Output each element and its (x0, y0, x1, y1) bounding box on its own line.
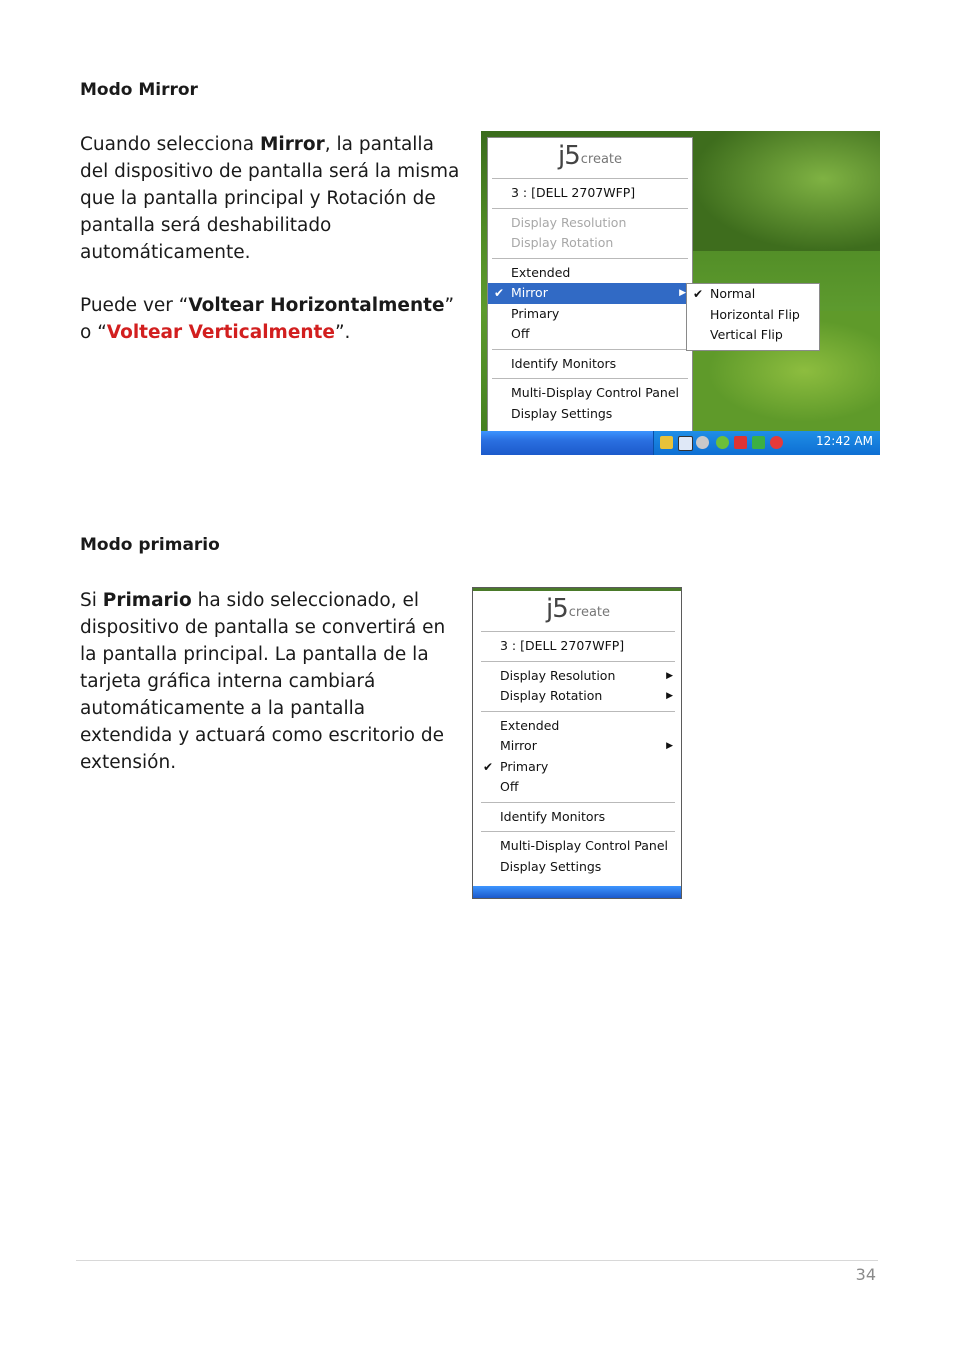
submenu-item-horizontal-flip[interactable]: Horizontal Flip (710, 306, 800, 322)
menu-item-off[interactable]: Off (500, 779, 519, 794)
section-heading-mirror: Modo Mirror (80, 80, 198, 100)
system-tray (653, 431, 880, 455)
text-run: Si (80, 590, 103, 611)
taskbar-clock: 12:42 AM (816, 434, 873, 448)
text-run: Cuando selecciona (80, 134, 260, 155)
page-number: 34 (855, 1265, 876, 1284)
menu-item-extended[interactable]: Extended (511, 264, 571, 280)
text-run: , la pantalla del dispositivo de pantalla será la misma que la pantalla principal y Rotación de pantalla será deshabilitado automáticamente. (80, 134, 460, 263)
menu-item-label: Display Rotation (500, 688, 603, 703)
menu-separator (481, 631, 675, 632)
menu-separator (481, 802, 675, 803)
menu-item-off[interactable]: Off (511, 326, 530, 341)
taskbar (473, 886, 682, 898)
mirror-paragraph (80, 131, 460, 266)
menu-item-control-panel[interactable]: Multi-Display Control Panel (500, 838, 668, 853)
menu-item-label: Mirror (511, 285, 548, 300)
menu-item-control-panel[interactable]: Multi-Display Control Panel (511, 385, 679, 400)
text-run-red: Voltear Verticalmente (106, 322, 335, 343)
tray-nvidia-icon[interactable] (752, 436, 765, 449)
submenu-arrow-icon: ▶ (666, 691, 673, 701)
submenu-item-vertical-flip[interactable]: Vertical Flip (710, 327, 783, 342)
logo-text: j5 (557, 141, 580, 171)
menu-item-display-rotation[interactable]: Display Rotation (511, 235, 614, 250)
menu-item-label: Primary (500, 758, 549, 774)
logo-subtext: create (568, 605, 611, 620)
menu-item-display-settings[interactable]: Display Settings (511, 405, 613, 421)
context-menu (477, 591, 679, 885)
menu-item-extended[interactable]: Extended (500, 717, 560, 733)
menu-separator (492, 208, 688, 209)
taskbar (481, 431, 880, 455)
menu-item-device[interactable]: 3 : [DELL 2707WFP] (511, 185, 636, 200)
mirror-submenu (686, 283, 820, 351)
submenu-item-normal[interactable] (687, 284, 819, 305)
menu-item-display-resolution[interactable]: Display Resolution (511, 214, 627, 230)
text-run-bold: Voltear Horizontalmente (188, 295, 445, 316)
menu-separator (492, 378, 688, 379)
check-icon: ✔ (483, 759, 494, 774)
text-run: ” o “ (80, 295, 455, 343)
text-run-bold: Mirror (259, 134, 325, 155)
menu-item-mirror[interactable] (477, 736, 679, 757)
menu-separator (492, 349, 688, 350)
menu-item-mirror[interactable] (488, 283, 692, 304)
text-run-bold: Primario (102, 590, 192, 611)
menu-item-display-resolution[interactable] (477, 666, 679, 687)
menu-item-label: Display Resolution (500, 667, 616, 683)
check-icon: ✔ (494, 286, 505, 300)
tray-disc-icon[interactable] (696, 436, 709, 449)
text-run: ”. (334, 322, 351, 343)
context-menu (487, 137, 693, 433)
menu-item-device[interactable]: 3 : [DELL 2707WFP] (500, 638, 625, 653)
tray-network-icon[interactable] (716, 436, 729, 449)
menu-item-display-settings[interactable]: Display Settings (500, 858, 602, 874)
primary-mode-screenshot (472, 587, 682, 899)
footer-rule (76, 1260, 878, 1261)
j5create-logo (488, 138, 692, 174)
menu-item-primary[interactable] (477, 757, 679, 778)
menu-separator (492, 258, 688, 259)
submenu-arrow-icon: ▶ (679, 288, 686, 298)
menu-item-label: Mirror (500, 738, 537, 753)
desktop-wallpaper (691, 131, 880, 251)
check-icon: ✔ (693, 287, 704, 301)
menu-item-label: Normal (710, 286, 756, 301)
menu-item-identify-monitors[interactable]: Identify Monitors (500, 808, 606, 824)
security-shield-icon[interactable] (770, 436, 783, 449)
menu-separator (481, 831, 675, 832)
menu-separator (481, 711, 675, 712)
mirror-mode-screenshot (481, 131, 880, 455)
tray-monitor-icon[interactable] (678, 436, 693, 451)
menu-separator (481, 661, 675, 662)
text-run: ha sido seleccionado, el dispositivo de pantalla se convertirá en la pantalla principal. La pantalla de la tarjeta gráfica interna cambiará automáticamente a la pantalla extendida y actuará como escritorio de extensión. (80, 590, 446, 773)
submenu-arrow-icon: ▶ (666, 741, 673, 751)
logo-subtext: create (580, 152, 623, 167)
logo-text: j5 (545, 594, 568, 624)
tray-app-icon[interactable] (660, 436, 673, 449)
menu-item-identify-monitors[interactable]: Identify Monitors (511, 355, 617, 371)
primary-paragraph (80, 587, 462, 776)
flip-paragraph (80, 292, 460, 346)
submenu-arrow-icon: ▶ (666, 670, 673, 681)
j5create-logo (477, 591, 679, 627)
menu-item-display-rotation[interactable] (477, 686, 679, 707)
menu-separator (492, 178, 688, 179)
speaker-icon[interactable] (734, 436, 747, 449)
menu-item-primary[interactable]: Primary (511, 305, 560, 321)
section-heading-primary: Modo primario (80, 535, 220, 555)
text-run: Puede ver “ (80, 295, 189, 316)
